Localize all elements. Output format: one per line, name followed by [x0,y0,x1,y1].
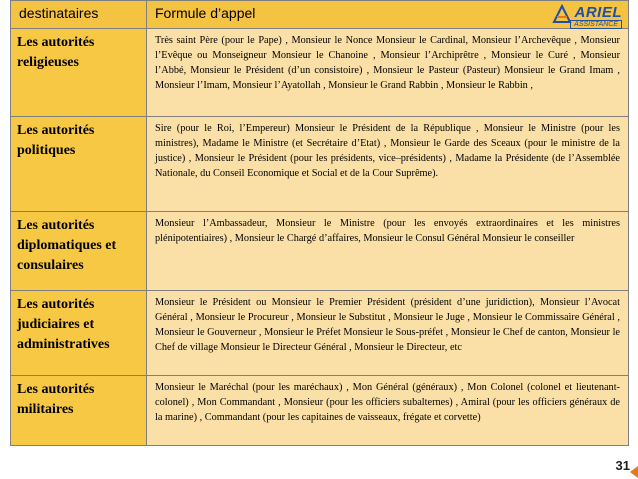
forms-of-address-table [10,0,629,446]
ariel-assistance-logo [552,2,622,34]
page-number: 31 [615,458,630,473]
table-row [11,117,629,212]
category-cell: Les autorités militaires [11,376,147,446]
logo-mark-icon [552,4,572,24]
table-row [11,291,629,376]
corner-arrow-icon [630,466,638,478]
category-cell: Les autorités politiques [11,117,147,212]
table-row [11,212,629,291]
category-cell: Les autorités diplomatiques et consulaires [11,212,147,291]
formules-cell: Sire (pour le Roi, l’Empereur) Monsieur le Président de la République , Monsieur le Ministre (pour les ministres), Madame le Ministre (et Secrétaire d’Etat) , Monsieur le Garde des Sceaux (pour le ministre de la justice) , Monsieur le Président (pour les présidents, vice–présidents) , Madame la Présidente (de l’Assemblée Nationale, du Conseil Economique et Social et de la Cour Suprême). [147,117,629,212]
formules-cell: Monsieur le Maréchal (pour les maréchaux) , Mon Général (généraux) , Mon Colonel (colonel et lieutenant-colonel) , Mon Commandant , Monsieur (pour les officiers subalternes) , Amiral (pour les officiers généraux de la marine) , Commandant (pour les capitaines de vaisseaux, frégate et corvette) [147,376,629,446]
logo-word: ARIEL [574,4,622,21]
formules-cell: Monsieur le Président ou Monsieur le Premier Président (président d’une juridiction), Monsieur l’Avocat Général , Monsieur le Procureur , Monsieur le Substitut , Monsieur le Juge , Monsieur le Commissaire Général , Monsieur le Gouverneur , Monsieur le Préfet Monsieur le Sous-préfet , Monsieur le Chef de canton, Monsieur le Chef de village Monsieur le Directeur Général , Monsieur le Directeur, etc [147,291,629,376]
formules-cell: Très saint Père (pour le Pape) , Monsieur le Nonce Monsieur le Cardinal, Monsieur l’Archevêque , Monsieur l’Evêque ou Monseigneur Monsieur le Chanoine , Monsieur l’Archiprêtre , Monsieur le Curé , Monsieur l’Abbé, Monsieur le Président (d’un consistoire) , Monsieur le Pasteur (Pasteur) Monsieur le Grand Imam , Monsieur l’Imam, Monsieur l’Ayatollah , Monsieur le Grand Rabbin , Monsieur le Rabbin , [147,29,629,117]
table-row [11,29,629,117]
table-header-row [11,1,629,29]
category-cell: Les autorités religieuses [11,29,147,117]
header-destinataires: destinataires [11,1,147,29]
formules-cell: Monsieur l’Ambassadeur, Monsieur le Ministre (pour les envoyés extraordinaires et les ministres plénipotentiaires) , Monsieur le Chargé d’affaires, Monsieur le Consul Général Monsieur le conseiller [147,212,629,291]
logo-subtitle: ASSISTANCE [570,20,622,29]
table-row [11,376,629,446]
header-formule-appel: Formule d’appel [147,1,629,29]
category-cell: Les autorités judiciaires et administratives [11,291,147,376]
